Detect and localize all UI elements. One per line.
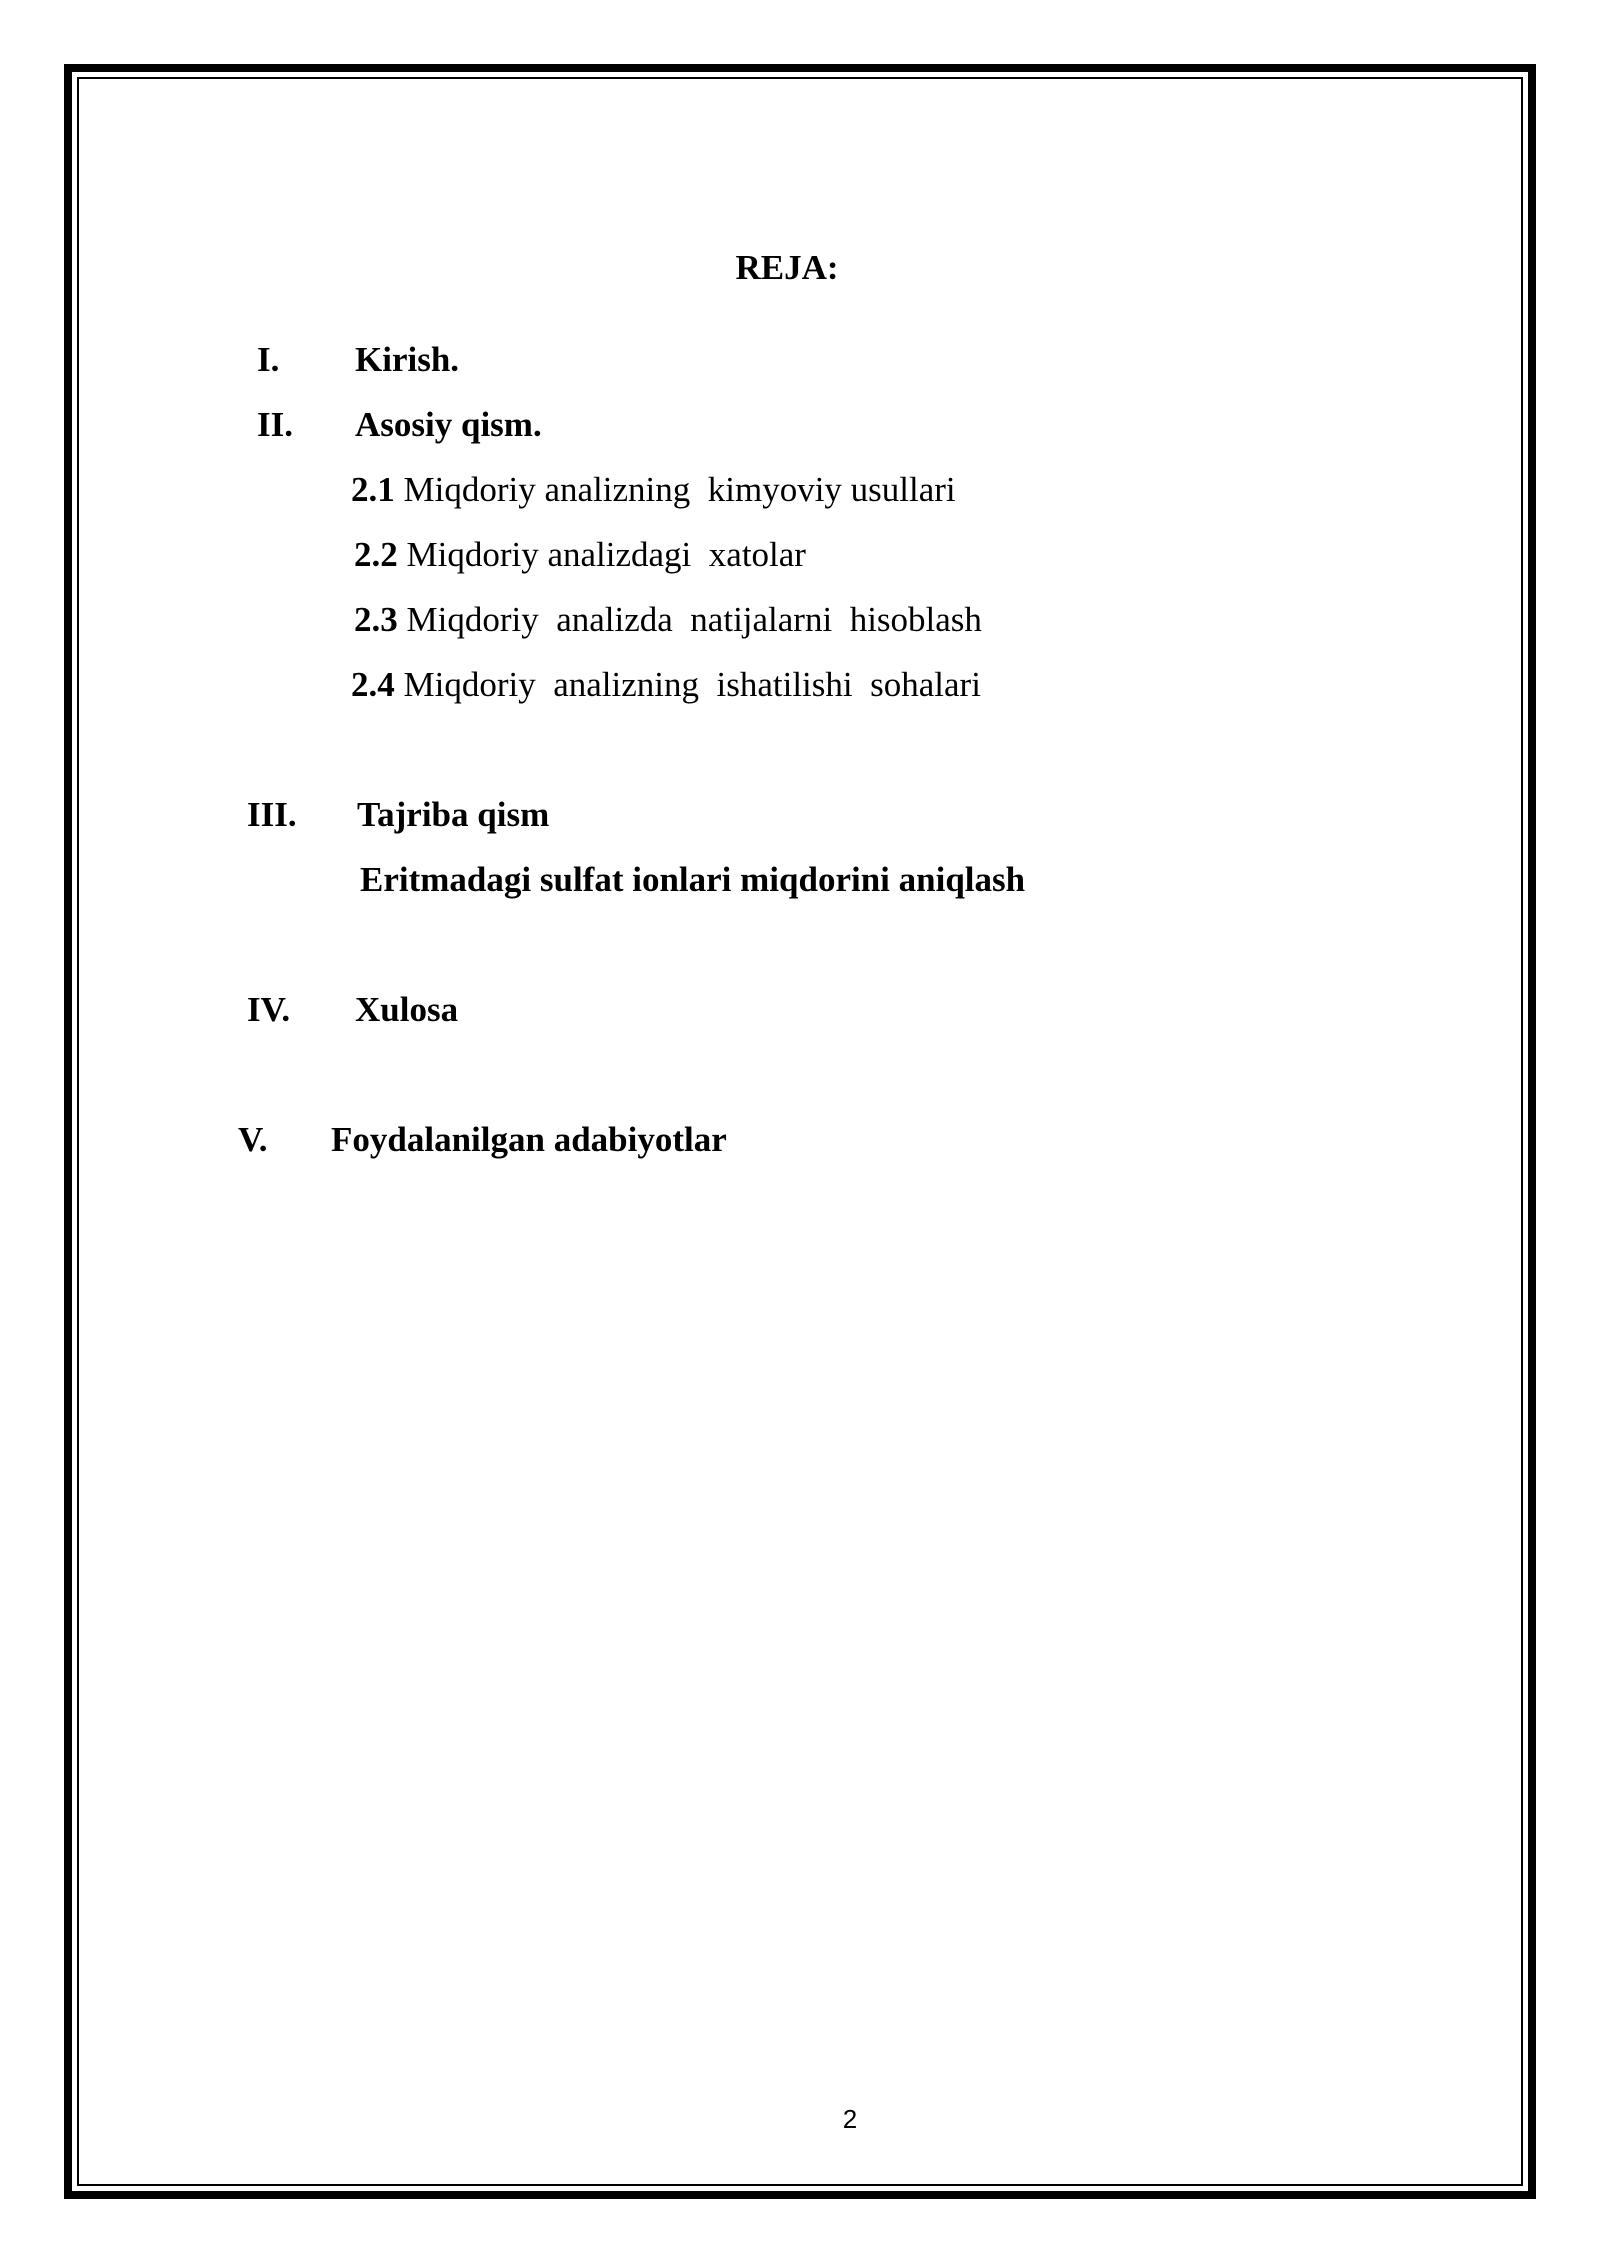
subsection-number: 2.2: [354, 535, 398, 574]
subsection-label: Miqdoriy analizning ishatilishi sohalari: [403, 665, 981, 704]
section-label-5: Foydalanilgan adabiyotlar: [331, 1120, 727, 1159]
subsection-2-4: [351, 667, 981, 702]
subsection-2-3: [354, 602, 982, 637]
section-numeral-3: III.: [247, 795, 297, 834]
subsection-number: 2.4: [351, 665, 395, 704]
section-label-3: Tajriba qism: [357, 795, 550, 834]
section-label-1: Kirish.: [355, 340, 460, 379]
page-border-inner: [77, 77, 1523, 2186]
section-numeral-5: V.: [238, 1120, 268, 1159]
subsection-label: Miqdoriy analizda natijalarni hisoblash: [406, 600, 982, 639]
section-numeral-1: I.: [257, 340, 280, 379]
subsection-2-2: [354, 537, 806, 572]
section-numeral-2: II.: [257, 405, 293, 444]
page-number: 2: [842, 2104, 858, 2134]
section-label-2: Asosiy qism.: [355, 405, 542, 444]
subsection-label: Miqdoriy analizning kimyoviy usullari: [403, 470, 956, 509]
section-numeral-4: IV.: [247, 990, 291, 1029]
subsection-number: 2.1: [351, 470, 395, 509]
subsection-2-1: [351, 472, 956, 507]
section-label-4: Xulosa: [355, 990, 459, 1029]
page-title: REJA:: [735, 248, 839, 287]
subsection-label: Miqdoriy analizdagi xatolar: [406, 535, 806, 574]
subsection-number: 2.3: [354, 600, 398, 639]
experimental-subtitle: Eritmadagi sulfat ionlari miqdorini aniqlash: [360, 860, 1026, 899]
